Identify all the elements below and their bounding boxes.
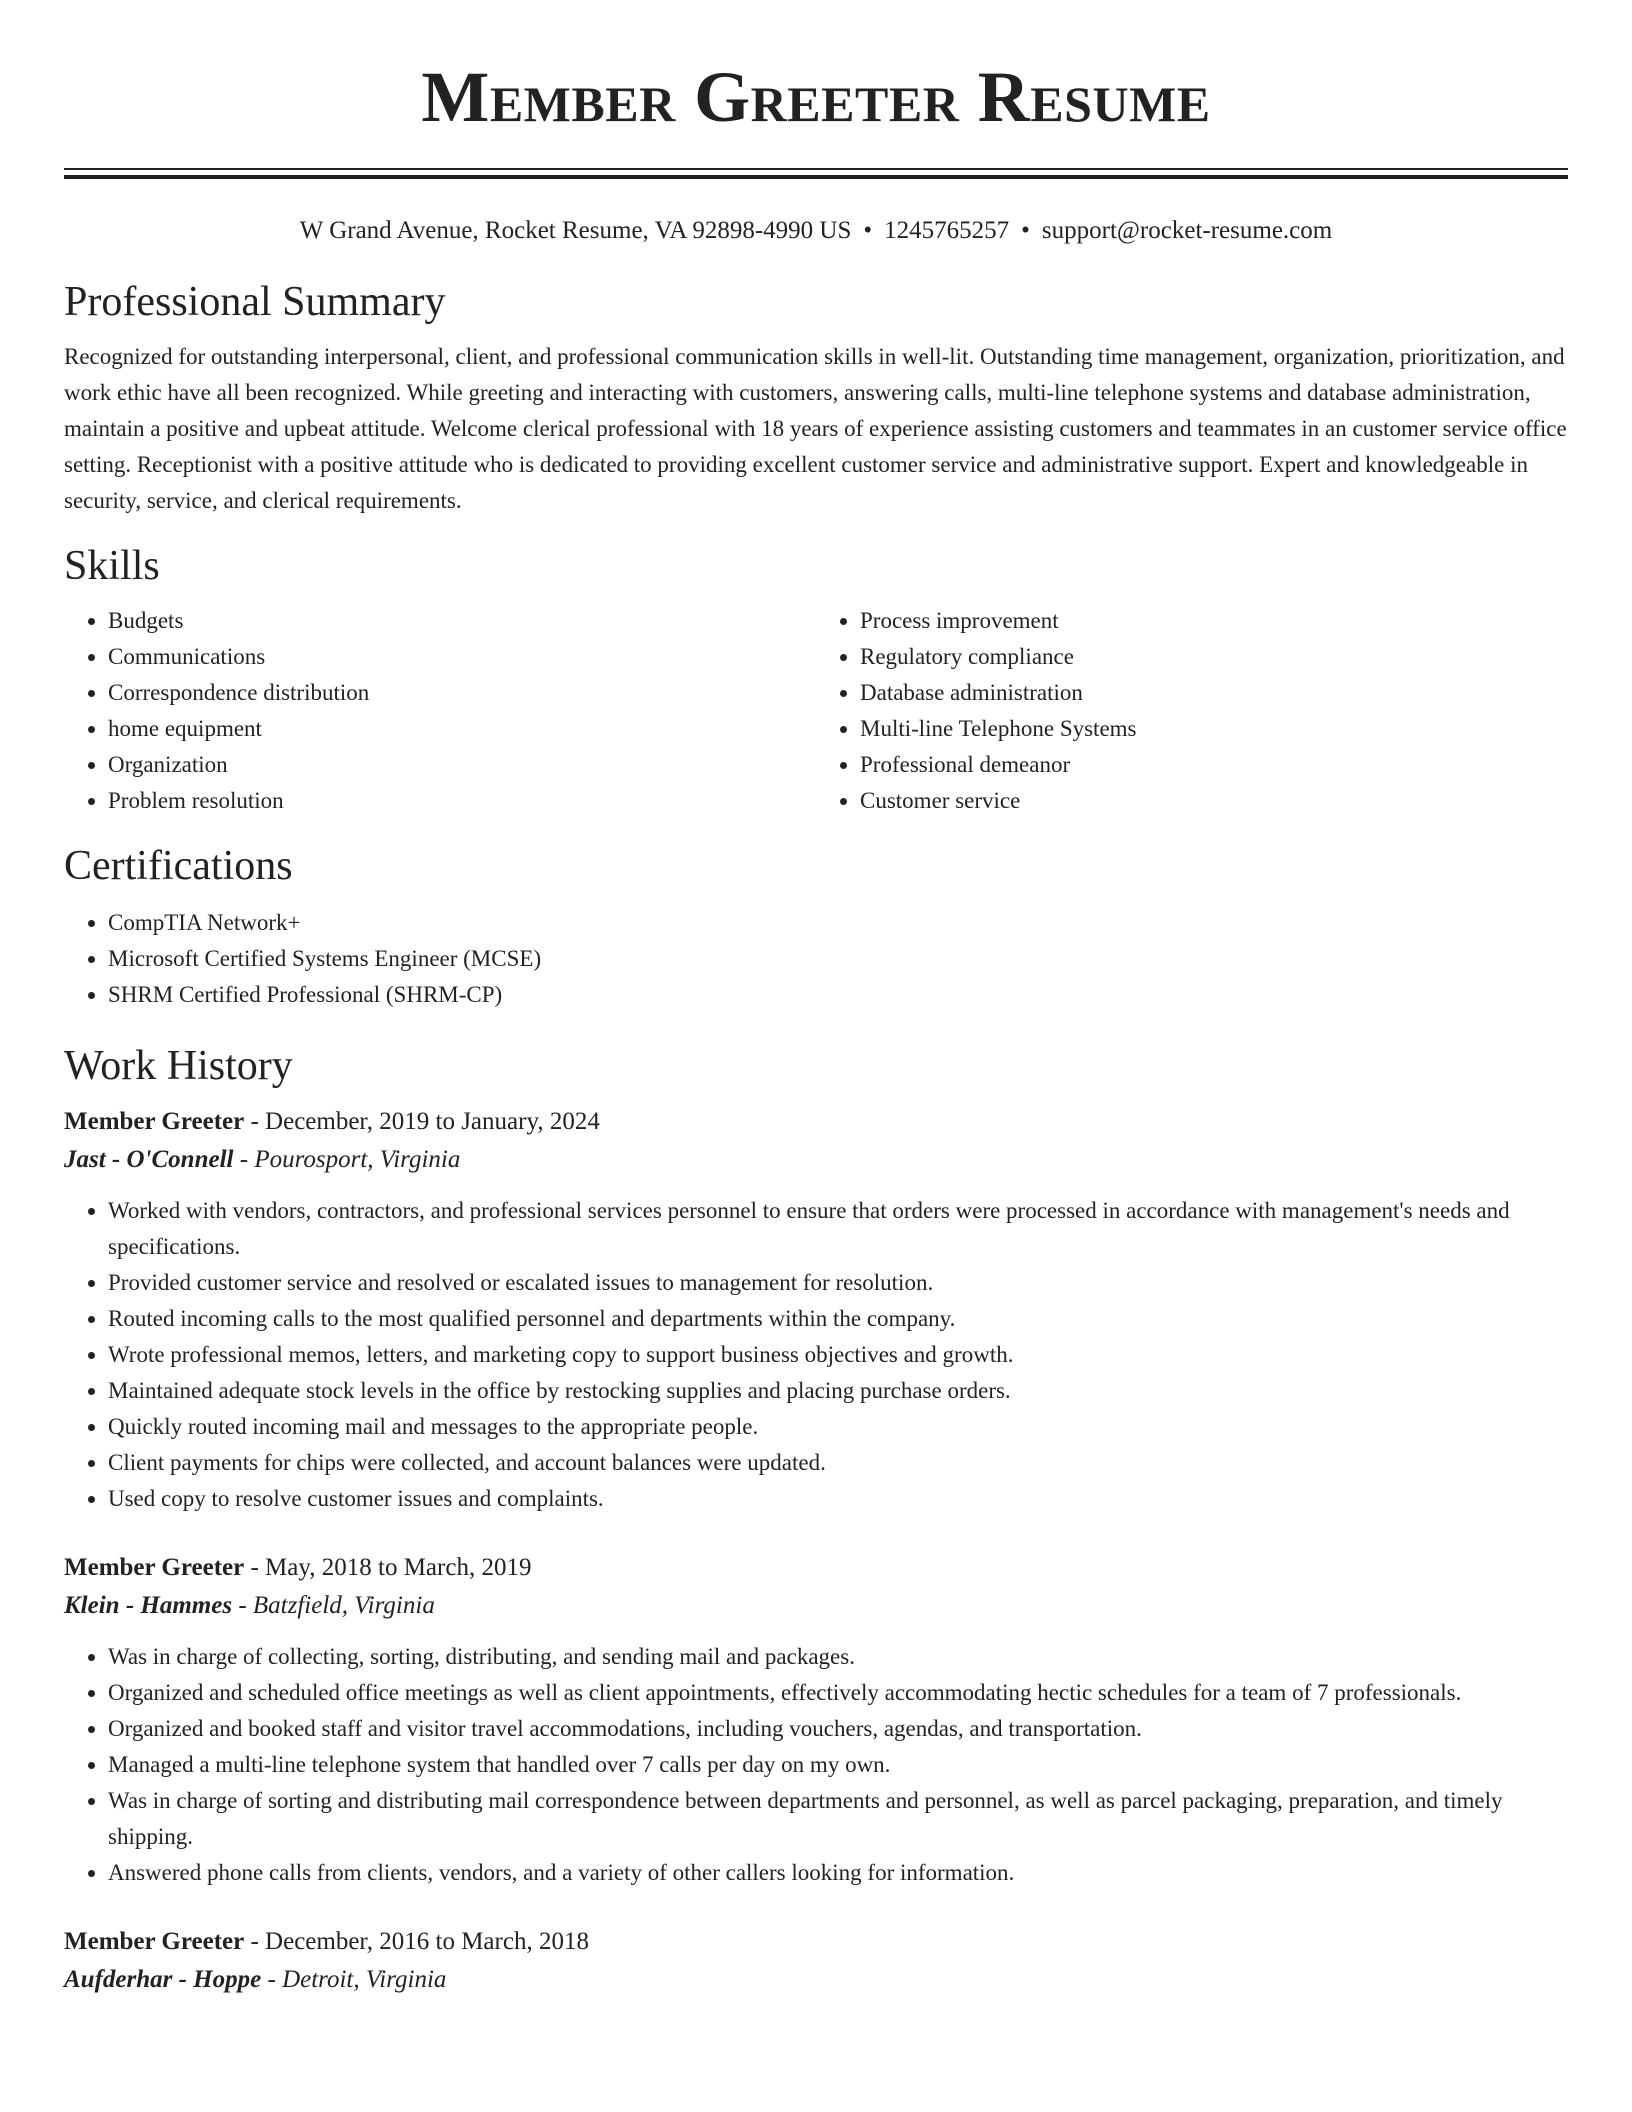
contact-separator: •: [863, 217, 873, 244]
section-heading-certifications: Certifications: [64, 843, 293, 889]
job-entry: [64, 1549, 1568, 1891]
skill-item: • Communications: [108, 639, 816, 675]
job-bullet: • Worked with vendors, contractors, and professional services personnel to ensure that orders were processed in accordance with management's needs and specifications.: [108, 1193, 1568, 1265]
skills-columns: [64, 603, 1568, 819]
job-location: Pourosport, Virginia: [254, 1146, 461, 1173]
job-bullet: • Quickly routed incoming mail and messages to the appropriate people.: [108, 1409, 1568, 1445]
job-bullet: • Client payments for chips were collected, and account balances were updated.: [108, 1445, 1568, 1481]
job-bullet: • Organized and booked staff and visitor travel accommodations, including vouchers, agendas, and transportation.: [108, 1711, 1568, 1747]
job-bullets: [64, 1639, 1568, 1891]
job-role: Member Greeter: [64, 1108, 245, 1135]
job-bullet: • Used copy to resolve customer issues and complaints.: [108, 1481, 1568, 1517]
certifications-list: [64, 905, 1568, 1013]
job-location: Detroit, Virginia: [282, 1966, 447, 1993]
section-heading-work-history: Work History: [64, 1043, 293, 1089]
skill-item: • Professional demeanor: [860, 747, 1568, 783]
skill-item: • Database administration: [860, 675, 1568, 711]
job-bullet: • Managed a multi-line telephone system that handled over 7 calls per day on my own.: [108, 1747, 1568, 1783]
job-bullet: • Wrote professional memos, letters, and marketing copy to support business objectives and growth.: [108, 1337, 1568, 1373]
resume-page: [64, 0, 1568, 1999]
section-heading-summary: Professional Summary: [64, 279, 446, 325]
job-bullet: • Routed incoming calls to the most qualified personnel and departments within the company.: [108, 1301, 1568, 1337]
job-dates: May, 2018 to March, 2019: [265, 1554, 532, 1581]
skill-item: • Budgets: [108, 603, 816, 639]
job-company: Jast - O'Connell: [64, 1146, 234, 1173]
skill-item: • Customer service: [860, 783, 1568, 819]
certification-item: • Microsoft Certified Systems Engineer (MCSE): [108, 941, 1568, 977]
job-company: Aufderhar - Hoppe: [64, 1966, 262, 1993]
skill-item: • Problem resolution: [108, 783, 816, 819]
job-bullet: • Organized and scheduled office meetings as well as client appointments, effectively accommodating hectic schedules for a team of 7 professionals.: [108, 1675, 1568, 1711]
job-employer: Aufderhar - Hoppe - Detroit, Virginia: [64, 1966, 447, 1993]
title-divider: [64, 168, 1568, 179]
job-entry: [64, 1103, 1568, 1517]
job-employer: Klein - Hammes - Batzfield, Virginia: [64, 1592, 435, 1619]
job-bullet: • Maintained adequate stock levels in the office by restocking supplies and placing purchase orders.: [108, 1373, 1568, 1409]
job-dates: December, 2019 to January, 2024: [265, 1108, 600, 1135]
certification-item: • CompTIA Network+: [108, 905, 1568, 941]
job-header: Member Greeter - December, 2019 to January, 2024: [64, 1108, 600, 1135]
skill-item: • home equipment: [108, 711, 816, 747]
skill-item: • Organization: [108, 747, 816, 783]
contact-separator: •: [1021, 217, 1030, 244]
skill-item: • Multi-line Telephone Systems: [860, 711, 1568, 747]
job-header: Member Greeter - May, 2018 to March, 2019: [64, 1554, 532, 1581]
job-dates: December, 2016 to March, 2018: [265, 1928, 589, 1955]
resume-title: Member Greeter Resume: [421, 57, 1211, 137]
skill-item: • Process improvement: [860, 603, 1568, 639]
skills-list-left: [64, 603, 816, 819]
job-employer: Jast - O'Connell - Pourosport, Virginia: [64, 1146, 461, 1173]
skill-item: • Regulatory compliance: [860, 639, 1568, 675]
section-heading-skills: Skills: [64, 543, 160, 589]
summary-text: Recognized for outstanding interpersonal, client, and professional communication skills in well-lit. Outstanding time management, organization, prioritization, and work ethic have all been recognized. While greeting and interacting with customers, answering calls, multi-line telephone systems and database administration, maintain a positive and upbeat attitude. Welcome clerical professional with 18 years of experience assisting customers and teammates in an customer service office setting. Receptionist with a positive attitude who is dedicated to providing excellent customer service and administrative support. Expert and knowledgeable in security, service, and clerical requirements.: [64, 344, 1567, 513]
job-bullet: • Answered phone calls from clients, vendors, and a variety of other callers looking for information.: [108, 1855, 1568, 1891]
contact-address: W Grand Avenue, Rocket Resume, VA 92898-4990 US: [299, 217, 852, 244]
job-entry: [64, 1923, 1568, 1999]
skill-item: • Correspondence distribution: [108, 675, 816, 711]
certification-item: • SHRM Certified Professional (SHRM-CP): [108, 977, 1568, 1013]
contact-email: support@rocket-resume.com: [1041, 217, 1333, 244]
job-company: Klein - Hammes: [64, 1592, 233, 1619]
job-header: Member Greeter - December, 2016 to March, 2018: [64, 1928, 589, 1955]
contact-phone: 1245765257: [884, 217, 1010, 244]
contact-line: [64, 215, 1568, 247]
job-bullet: • Was in charge of collecting, sorting, distributing, and sending mail and packages.: [108, 1639, 1568, 1675]
job-bullet: • Provided customer service and resolved or escalated issues to management for resolution.: [108, 1265, 1568, 1301]
job-location: Batzfield, Virginia: [252, 1592, 435, 1619]
job-bullets: [64, 1193, 1568, 1517]
job-role: Member Greeter: [64, 1554, 245, 1581]
job-role: Member Greeter: [64, 1928, 245, 1955]
skills-list-right: [816, 603, 1568, 819]
job-bullet: • Was in charge of sorting and distributing mail correspondence between departments and personnel, as well as parcel packaging, preparation, and timely shipping.: [108, 1783, 1568, 1855]
